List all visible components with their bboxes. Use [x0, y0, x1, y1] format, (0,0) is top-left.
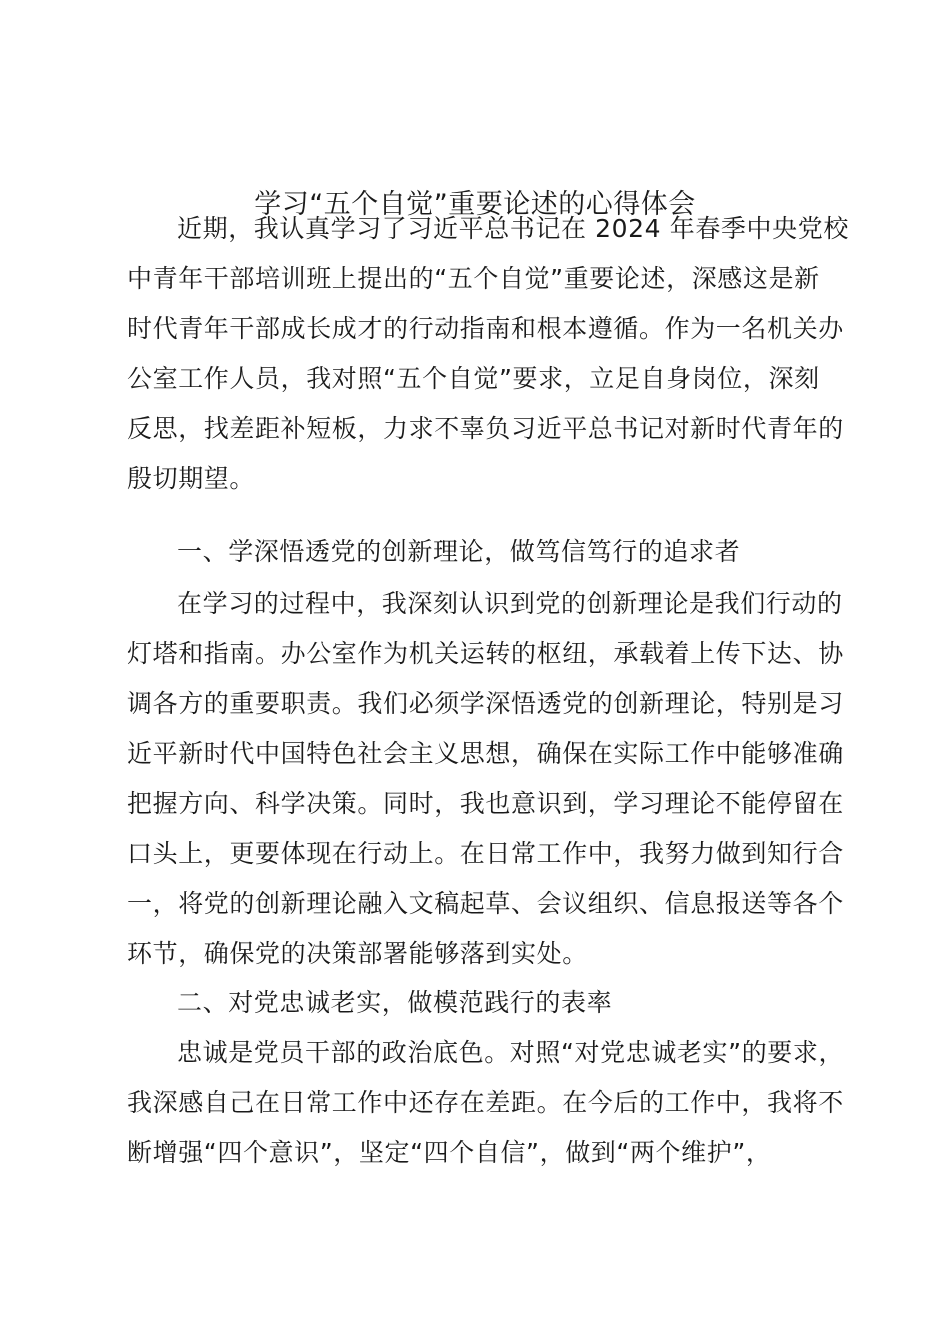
paragraph-line: 忠诚是党员干部的政治底色。对照“对党忠诚老实”的要求，	[177, 1038, 845, 1067]
paragraph-line: 环节，确保党的决策部署能够落到实处。	[127, 939, 588, 968]
section-heading-1: 一、学深悟透党的创新理论，做笃信笃行的追求者	[177, 537, 741, 566]
paragraph-line: 反思，找差距补短板，力求不辜负习近平总书记对新时代青年的	[127, 414, 844, 443]
paragraph-line: 灯塔和指南。办公室作为机关运转的枢纽，承载着上传下达、协	[127, 639, 844, 668]
paragraph-line: 时代青年干部成长成才的行动指南和根本遵循。作为一名机关办	[127, 314, 844, 343]
paragraph-line: 在学习的过程中，我深刻认识到党的创新理论是我们行动的	[177, 589, 843, 618]
paragraph-line: 公室工作人员，我对照“五个自觉”要求，立足自身岗位，深刻	[127, 364, 820, 393]
section-heading-2: 二、对党忠诚老实，做模范践行的表率	[177, 988, 613, 1017]
paragraph-line: 近平新时代中国特色社会主义思想，确保在实际工作中能够准确	[127, 739, 844, 768]
paragraph-line: 一，将党的创新理论融入文稿起草、会议组织、信息报送等各个	[127, 889, 844, 918]
document-title: 学习“五个自觉”重要论述的心得体会	[254, 189, 696, 220]
paragraph-line: 调各方的重要职责。我们必须学深悟透党的创新理论，特别是习	[127, 689, 844, 718]
paragraph-line: 口头上，更要体现在行动上。在日常工作中，我努力做到知行合	[127, 839, 844, 868]
paragraph-line: 殷切期望。	[127, 464, 256, 493]
paragraph-line: 断增强“四个意识”，坚定“四个自信”，做到“两个维护”，	[127, 1138, 772, 1167]
paragraph-line: 我深感自己在日常工作中还存在差距。在今后的工作中，我将不	[127, 1088, 844, 1117]
paragraph-line: 中青年干部培训班上提出的“五个自觉”重要论述，深感这是新	[127, 264, 820, 293]
paragraph-line: 把握方向、科学决策。同时，我也意识到，学习理论不能停留在	[127, 789, 844, 818]
paragraph-line: 近期，我认真学习了习近平总书记在 2024 年春季中央党校	[177, 214, 849, 243]
